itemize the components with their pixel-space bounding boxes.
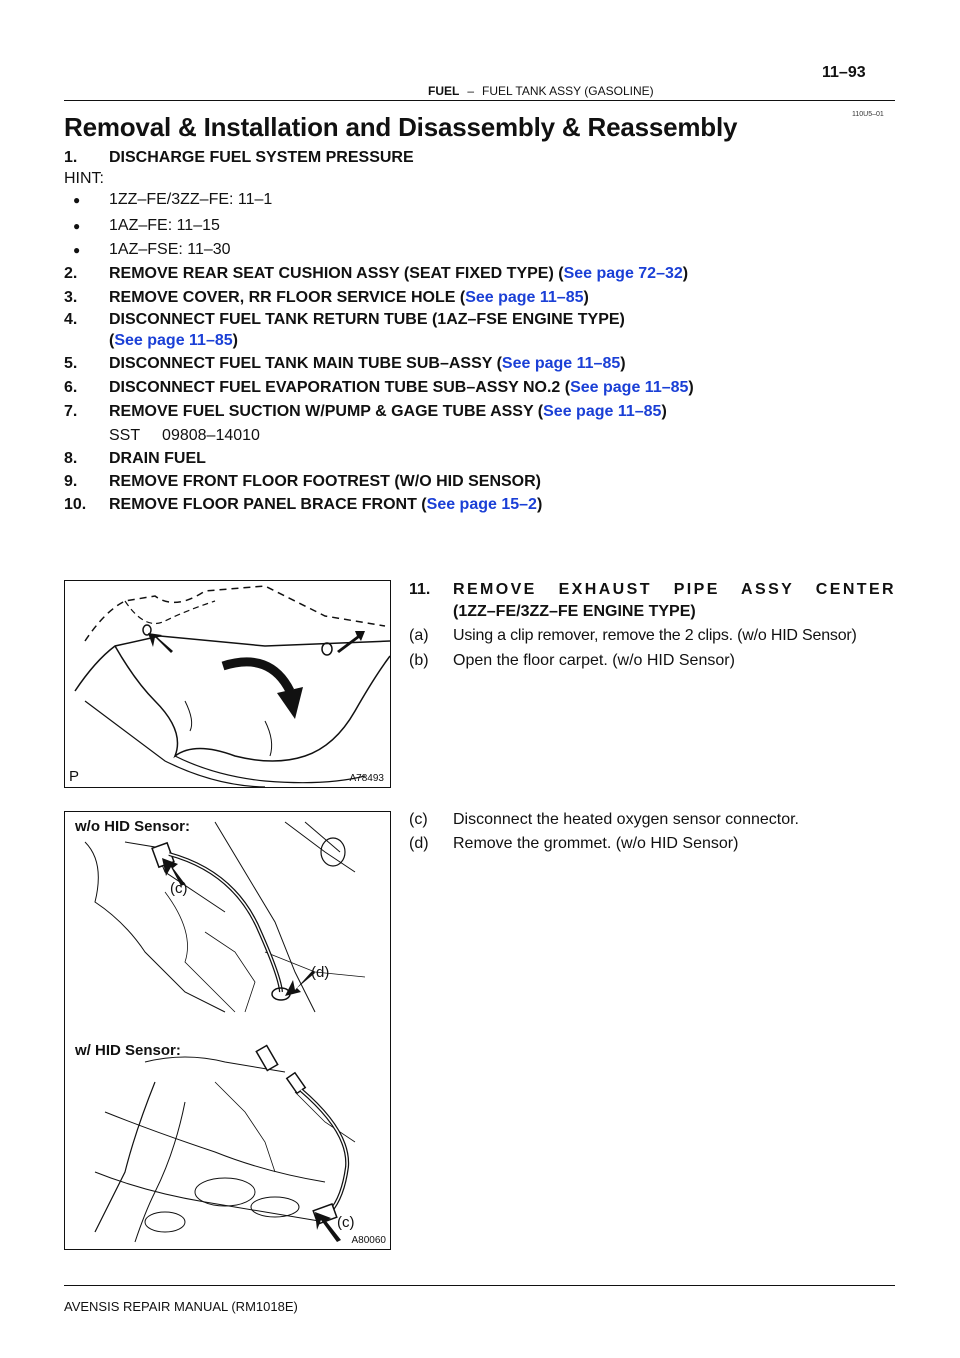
page-number: 11–93 [822,64,866,81]
step-text: DRAIN FUEL [109,450,206,467]
header-rule [64,100,895,101]
sub-step-label: (c) [409,811,428,828]
bullet-icon: ● [73,243,81,257]
figure-code: A80060 [351,1235,386,1246]
figure-carpet-clips [64,580,391,788]
sst-number: SST 09808–14010 [109,427,260,444]
section-header: FUEL – FUEL TANK ASSY (GASOLINE) [428,84,654,98]
step-number: 4. [64,311,78,328]
figure-corner: P [69,768,80,785]
step-number: 6. [64,379,78,396]
step-text: REMOVE FRONT FLOOR FOOTREST (W/O HID SENSOR) [109,473,541,490]
callout-d: (d) [311,964,330,981]
page-link[interactable]: See page 11–85 [114,332,233,349]
doc-id: 110U5–01 [852,111,884,118]
rotate-arrow-icon [277,687,303,719]
hint-item: 1ZZ–FE/3ZZ–FE: 11–1 [109,191,273,208]
page-link[interactable]: See page 11–85 [543,403,662,420]
step-text: DISCHARGE FUEL SYSTEM PRESSURE [109,149,414,166]
subsection-name: FUEL TANK ASSY (GASOLINE) [482,84,654,98]
step-number: 8. [64,450,78,467]
callout-c: (c) [337,1214,355,1231]
carpet-illustration [65,581,390,787]
sensor-illustration [65,812,390,1249]
step-number: 1. [64,149,78,166]
footer-text: AVENSIS REPAIR MANUAL (RM1018E) [64,1299,298,1314]
footer-rule [64,1285,895,1286]
sub-step-label: (b) [409,652,429,669]
page-title: Removal & Installation and Disassembly & Reassembly [64,112,738,142]
step-text-cont: (1ZZ–FE/3ZZ–FE ENGINE TYPE) [453,603,696,620]
sub-step-text: Using a clip remover, remove the 2 clips. (w/o HID Sensor) [453,627,857,644]
step-text: DISCONNECT FUEL TANK RETURN TUBE (1AZ–FSE ENGINE TYPE) [109,311,625,328]
figure-oxygen-sensor [64,811,391,1250]
step-number: 11. [409,581,431,598]
page-link[interactable]: See page 11–85 [570,379,689,396]
callout-c: (c) [170,880,188,897]
step-number: 2. [64,265,78,282]
sub-step-label: (d) [409,835,429,852]
step-text-cont: (See page 11–85) [109,332,238,349]
page-link[interactable]: See page 72–32 [563,265,683,282]
step-text: REMOVE REAR SEAT CUSHION ASSY (SEAT FIXED TYPE) (See page 72–32) [109,265,689,282]
page-link[interactable]: See page 11–85 [465,289,584,306]
section-name: FUEL [428,84,460,98]
sub-step-text: Remove the grommet. (w/o HID Sensor) [453,835,739,852]
sub-step-text: Disconnect the heated oxygen sensor connector. [453,811,799,828]
sub-step-text: Open the floor carpet. (w/o HID Sensor) [453,652,735,669]
step-text: REMOVE COVER, RR FLOOR SERVICE HOLE (See page 11–85) [109,289,589,306]
sub-step-label: (a) [409,627,429,644]
step-text: DISCONNECT FUEL EVAPORATION TUBE SUB–ASSY NO.2 (See page 11–85) [109,379,694,396]
hint-item: 1AZ–FSE: 11–30 [109,241,231,258]
bullet-icon: ● [73,193,81,207]
step-number: 5. [64,355,78,372]
step-number: 9. [64,473,78,490]
step-text: REMOVE FLOOR PANEL BRACE FRONT (See page 15–2) [109,496,543,513]
hint-label: HINT: [64,170,104,187]
page-link[interactable]: See page 11–85 [501,355,621,372]
hint-item: 1AZ–FE: 11–15 [109,217,220,234]
step-number: 7. [64,403,78,420]
step-text: REMOVE FUEL SUCTION W/PUMP & GAGE TUBE ASSY (See page 11–85) [109,403,667,420]
page-link[interactable]: See page 15–2 [426,496,537,513]
bullet-icon: ● [73,219,81,233]
figure-code: A78493 [349,773,384,784]
step-number: 10. [64,496,87,513]
step-text: REMOVE EXHAUST PIPE ASSY CENTER [453,581,896,598]
step-text: DISCONNECT FUEL TANK MAIN TUBE SUB–ASSY (See page 11–85) [109,355,626,372]
label-with-hid: w/ HID Sensor: [75,1042,181,1059]
step-number: 3. [64,289,78,306]
label-without-hid: w/o HID Sensor: [75,818,191,835]
